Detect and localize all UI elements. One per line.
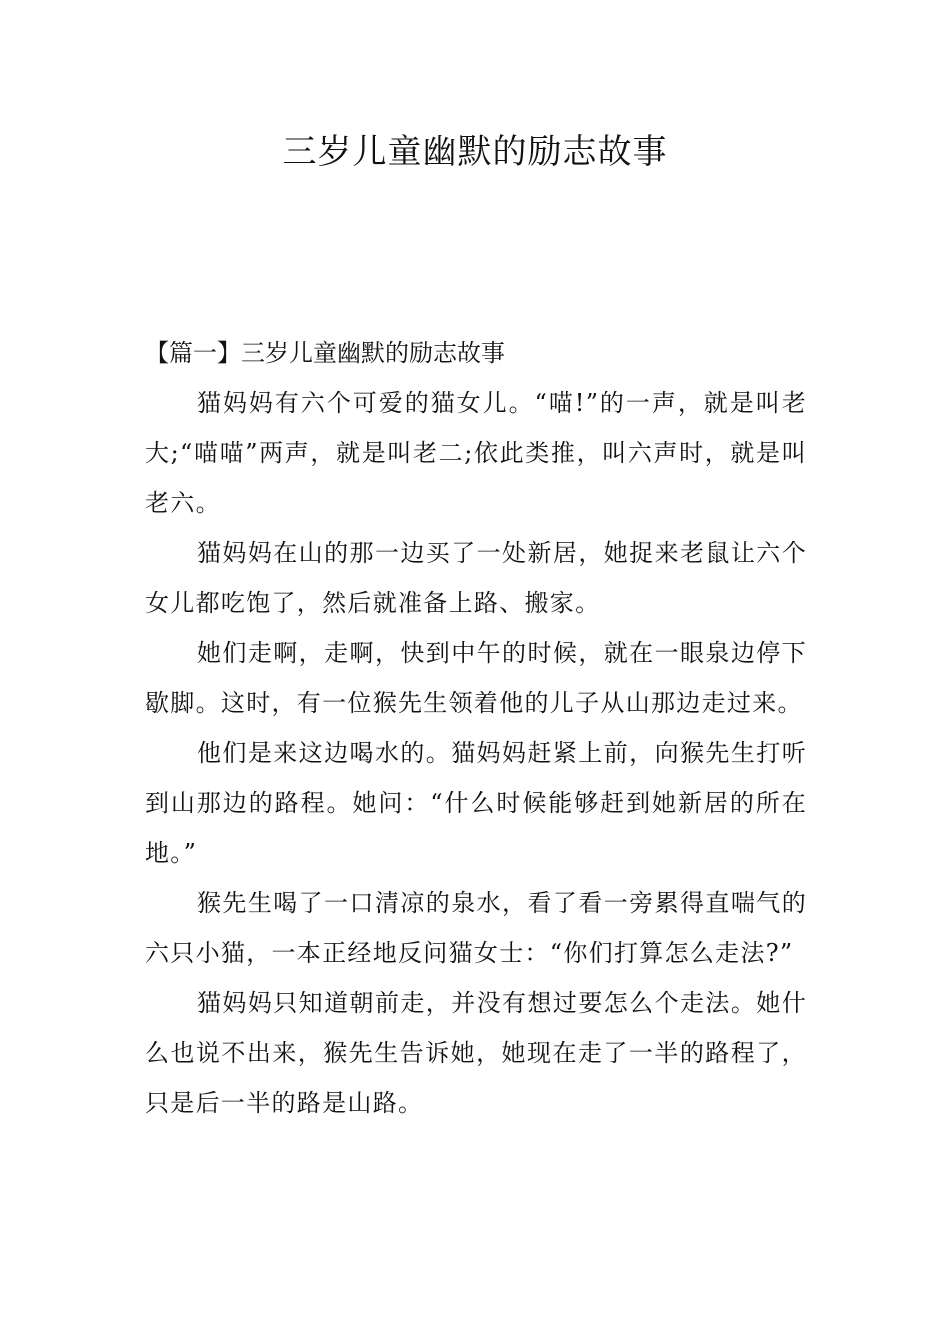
section-heading: 【篇一】三岁儿童幽默的励志故事 bbox=[145, 339, 505, 367]
paragraph: 猫妈妈有六个可爱的猫女儿。“喵!”的一声，就是叫老大;“喵喵”两声，就是叫老二;依此类推，叫六声时，就是叫老六。 bbox=[145, 389, 807, 517]
paragraph: 猫妈妈在山的那一边买了一处新居，她捉来老鼠让六个女儿都吃饱了，然后就准备上路、搬家。 bbox=[145, 539, 807, 617]
paragraph: 她们走啊，走啊，快到中午的时候，就在一眼泉边停下歇脚。这时，有一位猴先生领着他的儿子从山那边走过来。 bbox=[145, 639, 807, 717]
document-title: 三岁儿童幽默的励志故事 bbox=[282, 132, 668, 172]
paragraph: 他们是来这边喝水的。猫妈妈赶紧上前，向猴先生打听到山那边的路程。她问：“什么时候能够赶到她新居的所在地。” bbox=[145, 739, 807, 867]
document-body bbox=[145, 328, 807, 1128]
paragraph: 猫妈妈只知道朝前走，并没有想过要怎么个走法。她什么也说不出来，猴先生告诉她，她现在走了一半的路程了，只是后一半的路是山路。 bbox=[145, 989, 807, 1117]
paragraph: 猴先生喝了一口清凉的泉水，看了看一旁累得直喘气的六只小猫，一本正经地反问猫女士：“你们打算怎么走法?” bbox=[145, 889, 807, 967]
